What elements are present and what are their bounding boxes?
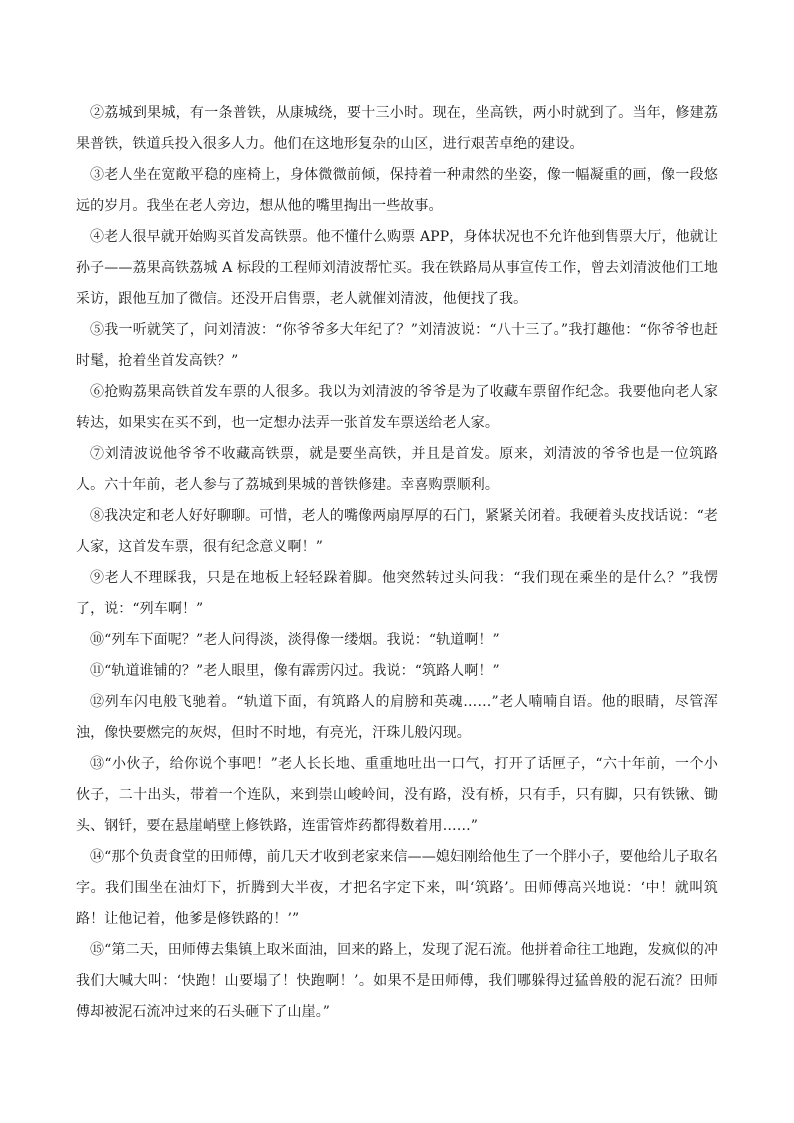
paragraph-11: ⑪“轨道谁铺的？”老人眼里，像有霹雳闪过。我说：“筑路人啊！” [90,663,500,679]
paragraph-13: ⑬“小伙子，给你说个事吧！”老人长长地、重重地吐出一口气，打开了话匣子，“六十年前，一个小伙子，二十出头，带着一个连队，来到崇山峻岭间，没有路，没有桥，只有手，只有脚，只有铁锹、锄头、钢钎，要在悬崖峭壁上修铁路，连雷管炸药都得数着用……” [76,756,718,834]
paragraph-3: ③老人坐在宽敞平稳的座椅上，身体微微前倾，保持着一种肃然的坐姿，像一幅凝重的画，像一段悠远的岁月。我坐在老人旁边，想从他的嘴里掏出一些故事。 [76,167,718,214]
paragraph-9: ⑨老人不理睬我，只是在地板上轻轻跺着脚。他突然转过头问我：“我们现在乘坐的是什么？”我愣了，说：“列车啊！” [76,570,718,617]
paragraph-6: ⑥抢购荔果高铁首发车票的人很多。我以为刘清波的爷爷是为了收藏车票留作纪念。我要他向老人家转达，如果实在买不到，也一定想办法弄一张首发车票送给老人家。 [76,384,718,431]
paragraph-5: ⑤我一听就笑了，问刘清波：“你爷爷多大年纪了？”刘清波说：“八十三了。”我打趣他：“你爷爷也赶时髦，抢着坐首发高铁？” [76,322,718,369]
paragraph-12: ⑫列车闪电般飞驰着。“轨道下面，有筑路人的肩膀和英魂……”老人喃喃自语。他的眼睛，尽管浑浊，像快要燃完的灰烬，但时不时地，有亮光，汗珠儿般闪现。 [76,694,718,741]
paragraph-10: ⑩“列车下面呢？”老人问得淡，淡得像一缕烟。我说：“轨道啊！” [90,632,500,648]
paragraph-8: ⑧我决定和老人好好聊聊。可惜，老人的嘴像两扇厚厚的石门，紧紧关闭着。我硬着头皮找话说：“老人家，这首发车票，很有纪念意义啊！” [76,508,718,555]
paragraph-2: ②荔城到果城，有一条普铁，从康城绕，要十三小时。现在，坐高铁，两小时就到了。当年，修建荔果普铁，铁道兵投入很多人力。他们在这地形复杂的山区，进行艰苦卓绝的建设。 [76,105,718,152]
document-page [76,98,718,1028]
paragraph-15: ⑮“第二天，田师傅去集镇上取米面油，回来的路上，发现了泥石流。他拼着命往工地跑，发疯似的冲我们大喊大叫：‘快跑！山要塌了！快跑啊！’。如果不是田师傅，我们哪躲得过猛兽般的泥石流？田师傅却被泥石流冲过来的石头砸下了山崖。” [76,942,718,1020]
paragraph-4: ④老人很早就开始购买首发高铁票。他不懂什么购票 APP，身体状况也不允许他到售票大厅，他就让孙子——荔果高铁荔城 A 标段的工程师刘清波帮忙买。我在铁路局从事宣传工作，曾去刘清波他们工地采访，跟他互加了微信。还没开启售票，老人就催刘清波，他便找了我。 [76,229,718,307]
paragraph-7: ⑦刘清波说他爷爷不收藏高铁票，就是要坐高铁，并且是首发。原来，刘清波的爷爷也是一位筑路人。六十年前，老人参与了荔城到果城的普铁修建。幸喜购票顺利。 [76,446,718,493]
paragraph-14: ⑭“那个负责食堂的田师傅，前几天才收到老家来信——媳妇刚给他生了一个胖小子，要他给儿子取名字。我们围坐在油灯下，折腾到大半夜，才把名字定下来，叫‘筑路’。田师傅高兴地说：‘中！就叫筑路！让他记着，他爹是修铁路的！’” [76,849,718,927]
